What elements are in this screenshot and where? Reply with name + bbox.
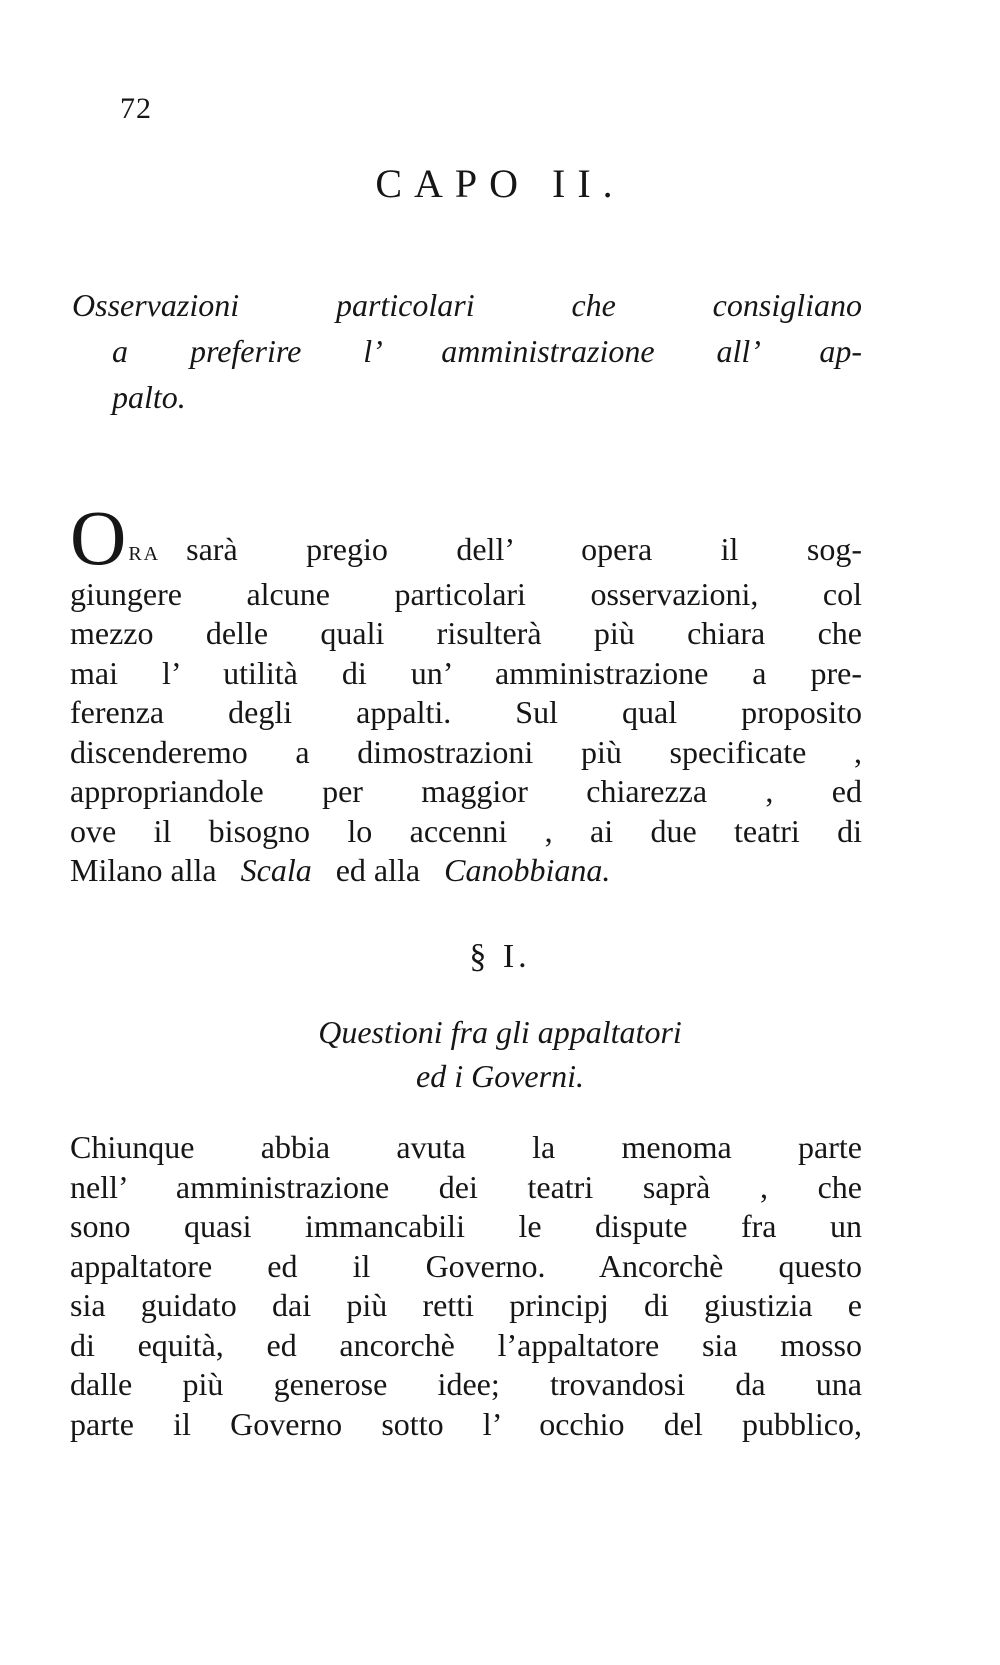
- paragraph-line: dalle più generose idee; trovandosi da una: [70, 1366, 862, 1402]
- paragraph-2: [70, 1128, 862, 1444]
- small-caps-text: RA: [128, 543, 161, 565]
- paragraph-line: appaltatore ed il Governo. Ancorchè questo: [70, 1247, 862, 1284]
- paragraph-line: sia guidato dai più retti principj di giustizia e: [70, 1287, 862, 1323]
- paragraph-line: appropriandole per maggior chiarezza , ed: [70, 773, 862, 809]
- paragraph-line: sono quasi immancabili le dispute fra un: [70, 1208, 862, 1244]
- paragraph-line: di equità, ed ancorchè l’appaltatore sia mosso: [70, 1326, 862, 1363]
- paragraph-line: giungere alcune particolari osservazioni, col: [70, 575, 862, 612]
- drop-cap: O: [70, 494, 127, 581]
- text-plain: ed alla: [335, 852, 421, 888]
- section-title: [0, 1010, 1000, 1098]
- paragraph-1: [70, 494, 862, 891]
- paragraph-line: ove il bisogno lo accenni , ai due teatri di: [70, 812, 862, 849]
- paragraph-line: parte il Governo sotto l’ occhio del pubblico,: [70, 1405, 862, 1442]
- chapter-heading: CAPO II.: [375, 161, 625, 206]
- text-plain: Milano alla: [70, 852, 217, 888]
- subtitle-line: Osservazioni particolari che consigliano: [72, 287, 862, 323]
- section-mark: § I.: [469, 938, 531, 975]
- section-title-line: Questioni fra gli appaltatori: [318, 1014, 682, 1050]
- paragraph-line: mezzo delle quali risulterà più chiara che: [70, 615, 862, 651]
- italic-place-name: Scala: [240, 852, 312, 888]
- chapter-subtitle: [72, 282, 862, 420]
- paragraph-line: mai l’ utilità di un’ amministrazione a pre-: [70, 654, 862, 691]
- subtitle-line: palto.: [112, 379, 186, 415]
- paragraph-first-line: [70, 494, 862, 581]
- paragraph-line-text: sarà pregio dell’ opera il sog-: [186, 531, 862, 567]
- section-title-line: ed i Governi.: [416, 1058, 584, 1094]
- italic-place-name: Canobbiana.: [444, 852, 611, 888]
- paragraph-line: nell’ amministrazione dei teatri saprà , che: [70, 1168, 862, 1205]
- paragraph-line: ferenza degli appalti. Sul qual proposito: [70, 694, 862, 730]
- subtitle-line: a preferire l’ amministrazione all’ ap-: [112, 333, 862, 369]
- page-number: 72: [120, 92, 152, 125]
- paragraph-last-line: [70, 851, 862, 891]
- paragraph-line: Chiunque abbia avuta la menoma parte: [70, 1129, 862, 1165]
- paragraph-line: discenderemo a dimostrazioni più specificate ,: [70, 733, 862, 770]
